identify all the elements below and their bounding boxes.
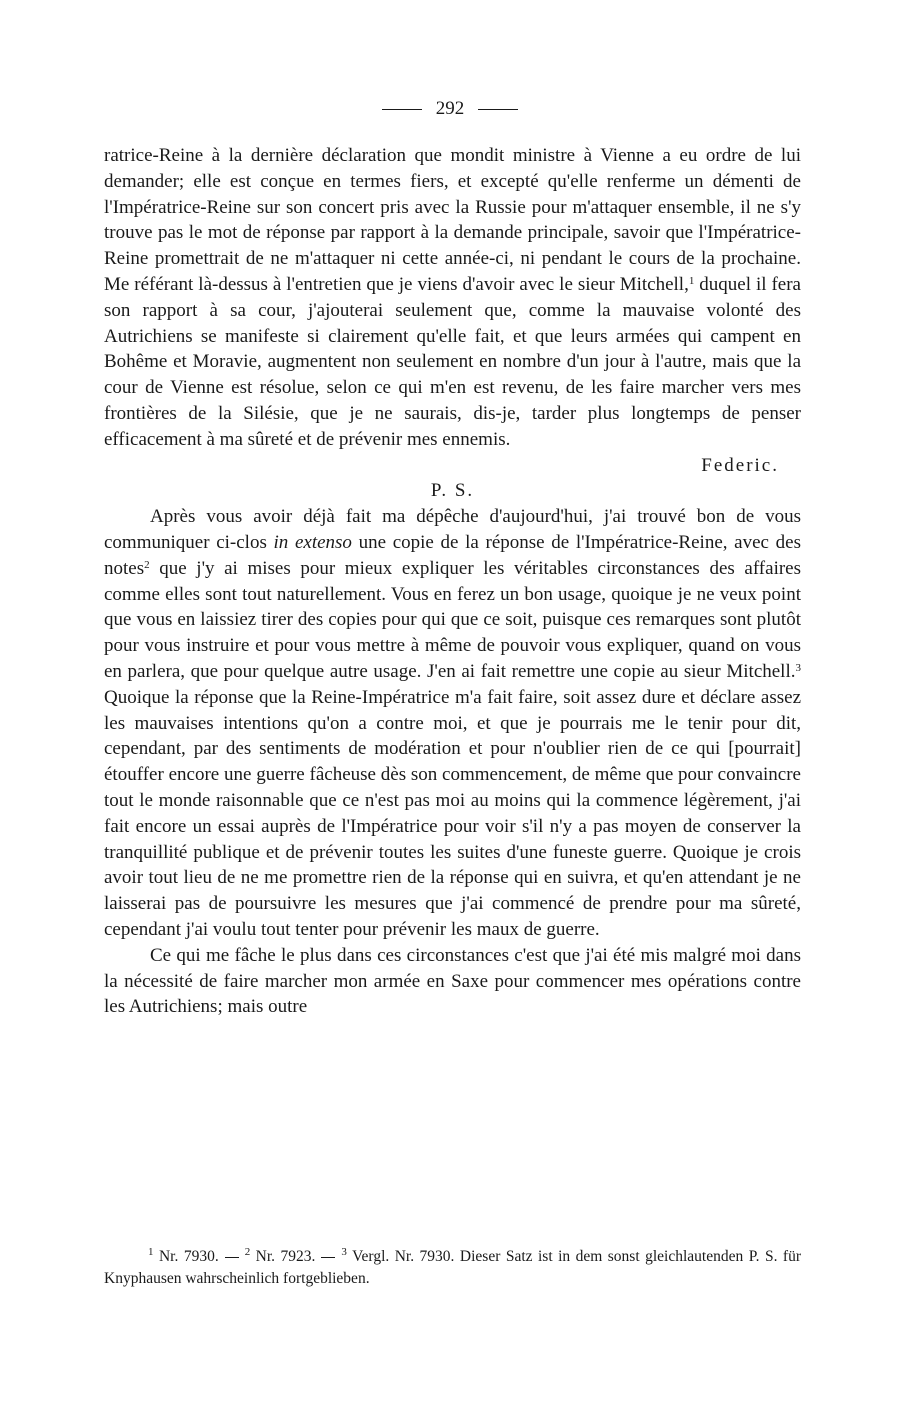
footnote-3-text: Vergl. Nr. 7930. Dieser Satz ist in dem sonst gleichlautenden P. S. für Knyphausen wahrscheinlich fortgeblieben. bbox=[104, 1248, 801, 1287]
page-header bbox=[0, 96, 900, 122]
ps-heading: P. S. bbox=[430, 480, 475, 502]
footnote-3-mark: 3 bbox=[341, 1246, 347, 1258]
paragraph-1 bbox=[104, 143, 801, 453]
paragraph-1-text-a: ratrice-Reine à la dernière déclaration que mondit ministre à Vienne a eu ordre de lui demander; elle est conçue en termes fiers, et excepté qu'elle renferme un démenti de l'Impératrice-Reine sur son concert pris avec la Russie pour m'attaquer ensemble, il ne s'y trouve pas le mot de réponse par rapport à la demande principale, savoir que l'Impératrice-Reine promettrait de ne m'attaquer ni cette année-ci, ni pendant le cours de la prochaine. Me référant là-dessus à l'entretien que je viens d'avoir avec le sieur Mitchell, bbox=[104, 145, 801, 295]
header-dash-right bbox=[478, 109, 518, 110]
footnote-separator bbox=[225, 1257, 239, 1258]
body-text bbox=[104, 143, 801, 1020]
paragraph-2-text-a: Après vous avoir déjà fait ma dépêche d'aujourd'hui, j'ai trouvé bon de vous communiquer ci-clos bbox=[104, 506, 801, 553]
footnote-ref-1: 1 bbox=[688, 274, 695, 287]
signature: Federic. bbox=[701, 454, 779, 476]
paragraph-2 bbox=[104, 504, 801, 943]
paragraph-2-text-b: une copie de la réponse de l'Impératrice-Reine, avec des notes bbox=[104, 531, 801, 579]
paragraph-1-text-b: duquel il fera son rapport à sa cour, j'ajouterai seulement que, comme la mauvaise volonté des Autrichiens se manifeste si clairement qu'elle fait, et que leurs armées qui campent en Bohême et Moravie, augmentent non seulement en nombre d'un jour à l'autre, mais que la cour de Vienne est résolue, selon ce qui m'en est revenu, de les faire marcher vers mes frontières de la Silésie, que je ne saurais, dis-je, tarder plus longtemps de penser efficacement à ma sûreté et de prévenir mes ennemis. bbox=[104, 273, 801, 450]
footnote-1-text: Nr. 7930. bbox=[158, 1248, 219, 1265]
paragraph-2-text-c: que j'y ai mises pour mieux expliquer les véritables circonstances des affaires comme elles sont tout naturellement. Vous en ferez un bon usage, quoique je ne veux point que vous en laissiez tirer des copies pour qui que ce soit, puisque ces remarques sont plutôt pour vous instruire et pour vous mettre à même de pouvoir vous expliquer, quand on vous en parlera, que pour quelque autre usage. J'en ai fait remettre une copie au sieur Mitchell. bbox=[104, 557, 801, 682]
paragraph-2-text-d: Quoique la réponse que la Reine-Impératrice m'a fait faire, soit assez dure et déclare assez les mauvaises intentions qu'on a contre moi, et que je pourrais me le tenir pour dit, cependant, par des sentiments de modération et pour n'oublier rien de ce qui [pourrait] étouffer encore une guerre fâcheuse dès son commencement, de même que pour convaincre tout le monde raisonnable que ce n'est pas moi au moins qui la commence légèrement, j'ai fait encore un essai auprès de l'Impératrice pour voir s'il n'y a pas moyen de conserver la tranquillité publique et de prévenir toutes les suites d'une funeste guerre. Quoique je crois avoir tout lieu de ne me promettre rien de la réponse qui en suivra, et qu'en attendant je ne laisserai pas de poursuivre les mesures que j'ai commencé de prendre pour ma sûreté, cependant j'ai voulu tout tenter pour prévenir les maux de guerre. bbox=[104, 686, 801, 940]
page-number: 292 bbox=[435, 98, 465, 119]
footnote-2-mark: 2 bbox=[244, 1246, 251, 1258]
footnotes bbox=[104, 1246, 801, 1290]
paragraph-3: Ce qui me fâche le plus dans ces circonstances c'est que j'ai été mis malgré moi dans la nécessité de faire marcher mon armée en Saxe pour commencer mes opérations contre les Autrichiens; mais outre bbox=[104, 944, 801, 1018]
footnote-2 bbox=[245, 1248, 316, 1265]
footnote-1-mark: 1 bbox=[148, 1246, 154, 1258]
footnote-2-text: Nr. 7923. bbox=[255, 1248, 316, 1265]
footnote-ref-3: 3 bbox=[795, 661, 801, 674]
footnote-1 bbox=[104, 1248, 219, 1265]
footnote-block bbox=[104, 1246, 801, 1290]
footnote-ref-2: 2 bbox=[144, 558, 150, 571]
header-dash-left bbox=[382, 109, 422, 110]
footnote-separator bbox=[321, 1257, 335, 1258]
paragraph-2-italic: in extenso bbox=[273, 531, 352, 553]
